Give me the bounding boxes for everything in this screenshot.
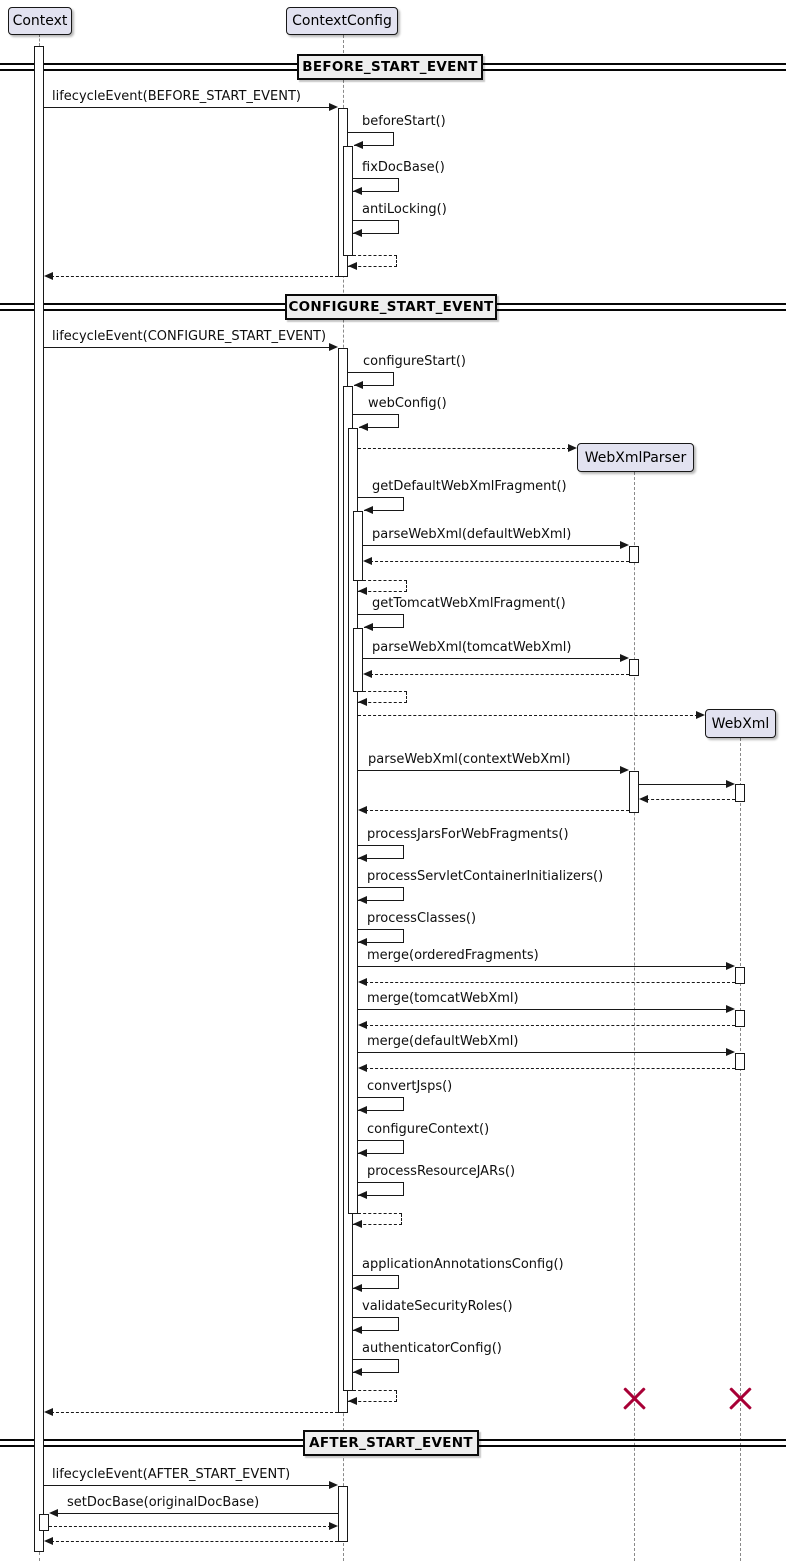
activation-bar — [629, 659, 639, 676]
message-line — [358, 448, 575, 449]
message-line — [353, 414, 399, 415]
activation-bar — [34, 46, 44, 1552]
message-line — [353, 1317, 399, 1318]
arrowhead-icon — [726, 962, 735, 970]
arrowhead-icon — [354, 381, 363, 389]
self-message-label: configureContext() — [367, 1122, 490, 1137]
self-message-label: processServletContainerInitializers() — [367, 869, 604, 884]
lifeline-webxml — [740, 738, 741, 1561]
lifeline-context — [39, 34, 40, 46]
self-message-label: webConfig() — [368, 396, 447, 411]
participant-webxmlparser: WebXmlParser — [577, 443, 694, 472]
arrowhead-icon — [364, 623, 373, 631]
message-label: parseWebXml(defaultWebXml) — [372, 527, 572, 542]
self-message-label: getTomcatWebXmlFragment() — [372, 596, 566, 611]
arrowhead-icon — [358, 1106, 367, 1114]
arrowhead-icon — [358, 1021, 367, 1029]
message-line — [348, 132, 394, 133]
arrowhead-icon — [353, 1326, 362, 1334]
message-label: merge(defaultWebXml) — [367, 1034, 519, 1049]
arrowhead-icon — [358, 978, 367, 986]
message-line — [363, 545, 627, 546]
arrowhead-icon — [358, 896, 367, 904]
message-label: merge(orderedFragments) — [367, 948, 539, 963]
arrowhead-icon — [353, 1284, 362, 1292]
arrowhead-icon — [49, 1509, 58, 1517]
message-line — [46, 1412, 338, 1413]
self-message-label: beforeStart() — [362, 114, 446, 129]
message-label: lifecycleEvent(CONFIGURE_START_EVENT) — [52, 329, 327, 344]
message-line — [360, 1068, 735, 1069]
self-message-label: processResourceJARs() — [367, 1164, 516, 1179]
arrowhead-icon — [353, 1220, 362, 1228]
message-line — [641, 799, 735, 800]
activation-bar — [735, 1053, 745, 1070]
message-line — [363, 658, 627, 659]
message-line — [49, 1526, 336, 1527]
arrowhead-icon — [568, 444, 577, 452]
message-line — [353, 255, 397, 256]
message-line — [353, 178, 399, 179]
activation-bar — [343, 146, 353, 256]
message-line — [358, 715, 703, 716]
arrowhead-icon — [726, 780, 735, 788]
arrowhead-icon — [726, 1005, 735, 1013]
message-label: merge(tomcatWebXml) — [367, 991, 519, 1006]
message-line — [348, 372, 394, 373]
activation-bar — [353, 628, 363, 692]
message-line — [358, 1140, 404, 1141]
lifeline-context — [39, 1552, 40, 1561]
arrowhead-icon — [354, 141, 363, 149]
arrowhead-icon — [353, 229, 362, 237]
arrowhead-icon — [620, 541, 629, 549]
message-line — [353, 1390, 397, 1391]
self-message-label: configureStart() — [363, 354, 466, 369]
self-message-label: fixDocBase() — [362, 160, 445, 175]
message-line — [358, 887, 404, 888]
arrowhead-icon — [348, 262, 357, 270]
arrowhead-icon — [329, 343, 338, 351]
message-line — [360, 1025, 735, 1026]
message-line — [363, 691, 407, 692]
message-label: parseWebXml(contextWebXml) — [368, 752, 571, 767]
message-line — [358, 1009, 733, 1010]
arrowhead-icon — [364, 506, 373, 514]
arrowhead-icon — [358, 1191, 367, 1199]
arrowhead-icon — [353, 1368, 362, 1376]
message-line — [358, 1097, 404, 1098]
activation-bar — [39, 1514, 49, 1531]
participant-webxml: WebXml — [705, 709, 776, 738]
participant-contextconfig: ContextConfig — [286, 7, 398, 35]
arrowhead-icon — [329, 103, 338, 111]
arrowhead-icon — [329, 1522, 338, 1530]
message-label: parseWebXml(tomcatWebXml) — [372, 640, 572, 655]
arrowhead-icon — [353, 187, 362, 195]
activation-bar — [353, 511, 363, 581]
message-line — [46, 276, 338, 277]
arrowhead-icon — [363, 670, 372, 678]
activation-bar — [735, 784, 745, 802]
arrowhead-icon — [44, 272, 53, 280]
self-message-label: getDefaultWebXmlFragment() — [372, 479, 567, 494]
arrowhead-icon — [358, 587, 367, 595]
self-message-label: convertJsps() — [367, 1079, 453, 1094]
arrowhead-icon — [726, 1048, 735, 1056]
message-line — [44, 107, 336, 108]
divider-label: AFTER_START_EVENT — [303, 1430, 479, 1456]
activation-bar — [338, 1486, 348, 1542]
message-label: setDocBase(originalDocBase) — [67, 1495, 260, 1510]
message-line — [358, 929, 404, 930]
message-line — [358, 1182, 404, 1183]
arrowhead-icon — [44, 1537, 53, 1545]
message-line — [365, 561, 629, 562]
arrowhead-icon — [359, 423, 368, 431]
activation-bar — [629, 771, 639, 813]
message-line — [360, 982, 735, 983]
message-line — [639, 784, 733, 785]
message-line — [44, 347, 336, 348]
divider-label: CONFIGURE_START_EVENT — [285, 294, 497, 320]
self-message-label: processJarsForWebFragments() — [367, 827, 569, 842]
arrowhead-icon — [639, 795, 648, 803]
arrowhead-icon — [329, 1481, 338, 1489]
arrowhead-icon — [358, 854, 367, 862]
arrowhead-icon — [358, 806, 367, 814]
arrowhead-icon — [620, 766, 629, 774]
message-label: lifecycleEvent(BEFORE_START_EVENT) — [52, 89, 301, 104]
arrowhead-icon — [358, 1064, 367, 1072]
self-message-label: validateSecurityRoles() — [362, 1299, 513, 1314]
arrowhead-icon — [358, 1149, 367, 1157]
message-line — [358, 614, 404, 615]
message-line — [358, 1052, 733, 1053]
self-message-label: authenticatorConfig() — [362, 1341, 502, 1356]
message-line — [358, 1213, 402, 1214]
participant-context: Context — [8, 7, 72, 35]
message-line — [365, 674, 629, 675]
message-line — [363, 580, 407, 581]
message-label: lifecycleEvent(AFTER_START_EVENT) — [52, 1467, 291, 1482]
arrowhead-icon — [696, 711, 705, 719]
arrowhead-icon — [363, 557, 372, 565]
divider-label: BEFORE_START_EVENT — [297, 54, 483, 80]
self-message-label: antiLocking() — [362, 202, 447, 217]
message-line — [358, 497, 404, 498]
message-line — [51, 1513, 338, 1514]
message-line — [353, 220, 399, 221]
message-line — [358, 845, 404, 846]
arrowhead-icon — [44, 1408, 53, 1416]
message-line — [353, 1275, 399, 1276]
message-line — [46, 1541, 338, 1542]
self-message-label: applicationAnnotationsConfig() — [362, 1257, 564, 1272]
message-line — [360, 810, 629, 811]
activation-bar — [629, 546, 639, 563]
activation-bar — [735, 1010, 745, 1027]
message-line — [44, 1485, 336, 1486]
arrowhead-icon — [620, 654, 629, 662]
message-line — [358, 770, 627, 771]
arrowhead-icon — [358, 698, 367, 706]
activation-bar — [735, 967, 745, 984]
arrowhead-icon — [358, 938, 367, 946]
arrowhead-icon — [348, 1397, 357, 1405]
message-line — [358, 966, 733, 967]
self-message-label: processClasses() — [367, 911, 477, 926]
message-line — [353, 1359, 399, 1360]
